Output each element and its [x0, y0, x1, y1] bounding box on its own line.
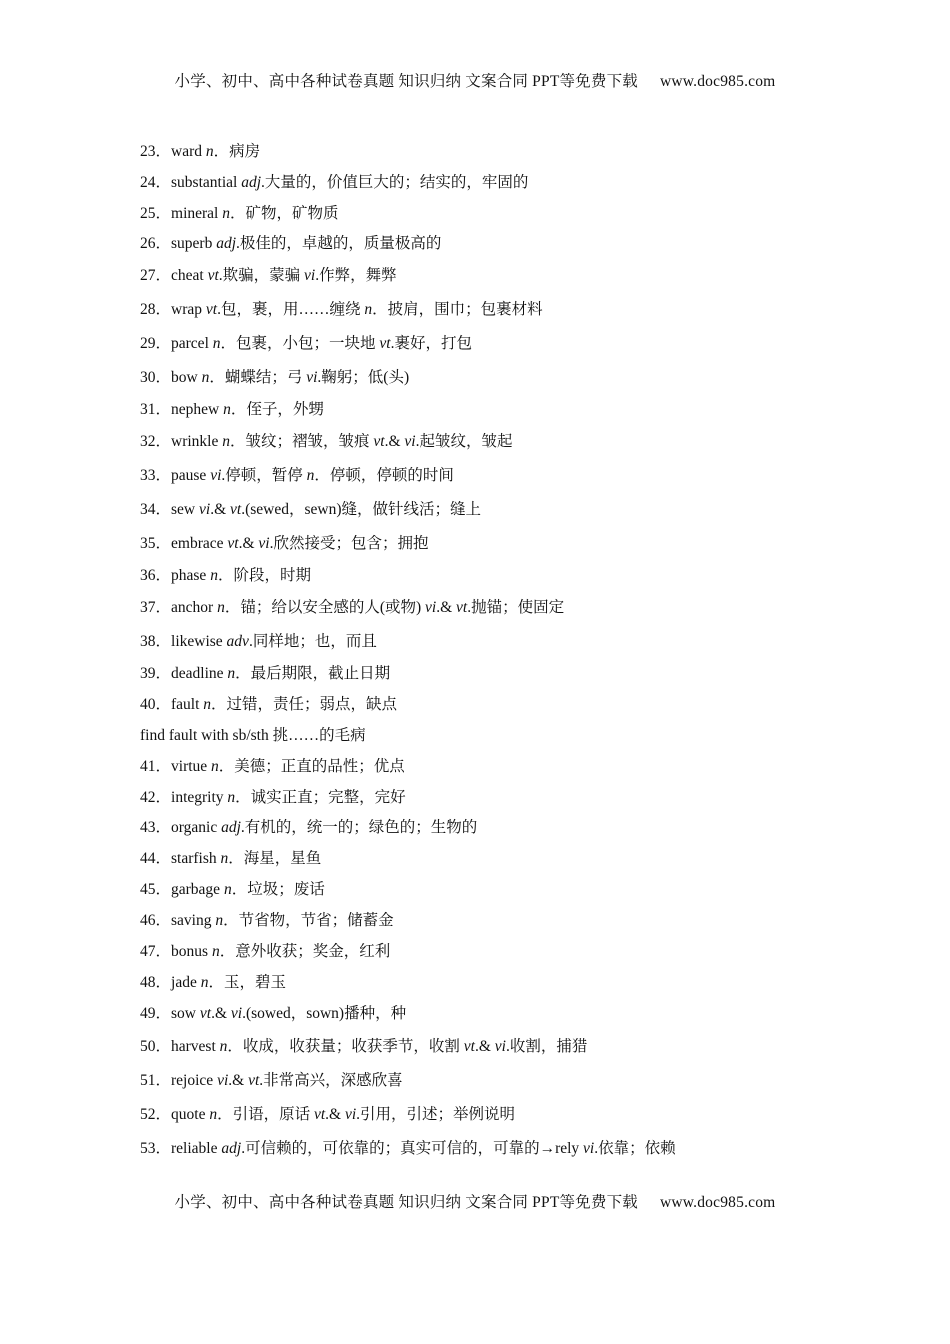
- part-of-speech: n: [223, 401, 231, 418]
- headword: bonus: [171, 943, 212, 960]
- headword: sow: [171, 1005, 200, 1022]
- definition: ．皱纹；褶皱，皱痕: [230, 433, 374, 450]
- definition: ．病房: [213, 143, 261, 160]
- headword: wrinkle: [171, 433, 223, 450]
- vocab-entry: [140, 234, 441, 254]
- definition: .引用，引述；举例说明: [356, 1106, 516, 1123]
- entry-number: 43．: [140, 819, 172, 836]
- definition: .依靠；依赖: [594, 1140, 676, 1157]
- definition: .(sewed，sewn)缝，做针线活；缝上: [241, 501, 481, 518]
- part-of-speech: n: [215, 912, 224, 929]
- part-of-speech: vt: [373, 433, 385, 450]
- entry-number: 52．: [140, 1106, 172, 1123]
- definition: .欺骗，蒙骗: [218, 267, 305, 284]
- headword: anchor: [171, 599, 218, 616]
- definition: .&: [238, 535, 259, 552]
- headword: organic: [171, 819, 222, 836]
- entry-number: 46．: [140, 912, 172, 929]
- definition: .&: [210, 501, 230, 518]
- part-of-speech: adj: [241, 174, 262, 191]
- vocab-entry: [140, 566, 311, 586]
- part-of-speech: n: [364, 301, 373, 318]
- entry-number: 42．: [140, 789, 172, 806]
- definition: .&: [384, 433, 405, 450]
- vocab-entry: [140, 757, 405, 777]
- headword: find fault with sb/sth: [140, 727, 273, 744]
- definition: ．矿物，矿物质: [229, 205, 339, 222]
- entry-number: 29．: [140, 335, 172, 352]
- headword: substantial: [171, 174, 242, 191]
- definition: ．海星，星鱼: [228, 850, 322, 867]
- definition: ．锚；给以安全感的人(或物): [224, 599, 426, 616]
- headword: parcel: [171, 335, 213, 352]
- part-of-speech: vt: [227, 535, 239, 552]
- headword: rejoice: [171, 1072, 218, 1089]
- entry-number: 40．: [140, 696, 172, 713]
- vocab-entry: [140, 942, 390, 962]
- part-of-speech: n: [205, 143, 214, 160]
- entry-number: 23．: [140, 143, 172, 160]
- headword: nephew: [171, 401, 224, 418]
- definition: .停顿，暂停: [221, 467, 307, 484]
- definition: ．诚实正直；完整，完好: [235, 789, 406, 806]
- part-of-speech: adj: [216, 235, 237, 252]
- part-of-speech: vt: [205, 301, 218, 318]
- header-text: 小学、初中、高中各种试卷真题 知识归纳 文案合同 PPT等免费下载: [174, 73, 638, 90]
- part-of-speech: n: [211, 943, 220, 960]
- vocab-entry: [140, 368, 409, 388]
- definition: ．引语，原话: [217, 1106, 314, 1123]
- part-of-speech: n: [209, 1106, 218, 1123]
- entry-number: 27．: [140, 267, 172, 284]
- entry-number: 41．: [140, 758, 172, 775]
- part-of-speech: vt: [199, 1005, 212, 1022]
- vocab-entry: [140, 400, 324, 420]
- part-of-speech: n: [222, 205, 230, 222]
- definition: .: [261, 174, 265, 191]
- vocab-entry: [140, 204, 339, 224]
- part-of-speech: vi: [258, 535, 270, 552]
- definition: 极佳的，卓越的，质量极高的: [239, 235, 442, 252]
- definition: 大量的，价值巨大的；结实的，牢固的: [264, 174, 529, 191]
- part-of-speech: vt: [313, 1106, 326, 1123]
- definition: ．意外收获；奖金，红利: [219, 943, 391, 960]
- vocab-entry: [140, 726, 366, 746]
- entry-number: 33．: [140, 467, 172, 484]
- part-of-speech: n: [201, 369, 210, 386]
- headword: integrity: [171, 789, 228, 806]
- part-of-speech: vi: [404, 433, 416, 450]
- definition: ．阶段，时期: [217, 567, 311, 584]
- headword: quote: [171, 1106, 210, 1123]
- vocab-entry: [140, 1037, 587, 1057]
- vocab-entry: [140, 664, 390, 684]
- definition: ．包裹，小包；一块地: [220, 335, 380, 352]
- headword: cheat: [171, 267, 208, 284]
- vocab-entry: [140, 849, 321, 869]
- footer-text: 小学、初中、高中各种试卷真题 知识归纳 文案合同 PPT等免费下载: [174, 1194, 638, 1211]
- definition: .作弊，舞弊: [315, 267, 397, 284]
- headword: superb: [171, 235, 217, 252]
- entry-number: 45．: [140, 881, 172, 898]
- part-of-speech: vi: [230, 1005, 243, 1022]
- headword: mineral: [171, 205, 223, 222]
- vocab-entry: [140, 334, 472, 354]
- vocab-entry: [140, 300, 543, 320]
- headword: starfish: [171, 850, 221, 867]
- vocab-entry: [140, 788, 406, 808]
- entry-number: 49．: [140, 1005, 172, 1022]
- definition: ．节省物，节省；储蓄金: [223, 912, 394, 929]
- vocab-entry: [140, 534, 428, 554]
- part-of-speech: vi: [210, 467, 222, 484]
- entry-number: 39．: [140, 665, 172, 682]
- vocab-entry: [140, 818, 477, 838]
- entry-number: 44．: [140, 850, 172, 867]
- vocab-entry: [140, 598, 564, 618]
- headword: garbage: [171, 881, 224, 898]
- vocab-entry: [140, 911, 394, 931]
- entry-number: 38．: [140, 633, 172, 650]
- definition: ．最后期限，截止日期: [235, 665, 391, 682]
- part-of-speech: n: [227, 665, 236, 682]
- part-of-speech: adj: [221, 819, 241, 836]
- footer-url: www.doc985.com: [659, 1194, 776, 1211]
- part-of-speech: n: [223, 881, 232, 898]
- headword: pause: [171, 467, 211, 484]
- definition: ．披肩，围巾；包裹材料: [372, 301, 543, 318]
- entry-number: 32．: [140, 433, 172, 450]
- entry-number: 28．: [140, 301, 172, 318]
- entry-number: 35．: [140, 535, 172, 552]
- entry-number: 25．: [140, 205, 172, 222]
- definition: ．侄子，外甥: [230, 401, 324, 418]
- headword: bow: [171, 369, 202, 386]
- vocab-entry: [140, 466, 454, 486]
- definition: .(sowed，sown)播种，种: [242, 1005, 407, 1022]
- definition: ．过错，责任；弱点，缺点: [211, 696, 398, 713]
- definition: ．蝴蝶结；弓: [209, 369, 307, 386]
- definition: .包，裹，用……缠绕: [217, 301, 365, 318]
- definition: .非常高兴，深感欣喜: [259, 1072, 403, 1089]
- part-of-speech: n: [211, 758, 219, 775]
- entry-number: 37．: [140, 599, 172, 616]
- headword: phase: [171, 567, 211, 584]
- definition: .鞠躬；低(头): [317, 369, 410, 386]
- vocab-entry: [140, 632, 377, 652]
- headword: embrace: [171, 535, 228, 552]
- vocab-entry: [140, 695, 397, 715]
- part-of-speech: n: [220, 850, 229, 867]
- entry-number: 53．: [140, 1140, 172, 1157]
- entry-number: 48．: [140, 974, 172, 991]
- part-of-speech: vi: [344, 1106, 357, 1123]
- entry-number: 51．: [140, 1072, 172, 1089]
- definition: .起皱纹，皱起: [415, 433, 513, 450]
- part-of-speech: n: [219, 1038, 228, 1055]
- definition: .: [236, 235, 240, 252]
- part-of-speech: n: [210, 567, 218, 584]
- part-of-speech: vi: [583, 1140, 595, 1157]
- vocab-entry: [140, 1105, 515, 1125]
- part-of-speech: n: [200, 974, 209, 991]
- part-of-speech: vi: [494, 1038, 506, 1055]
- part-of-speech: n: [227, 789, 236, 806]
- headword: saving: [171, 912, 216, 929]
- definition: .欣然接受；包含；拥抱: [269, 535, 429, 552]
- page-footer: [0, 1190, 950, 1212]
- part-of-speech: vt: [456, 599, 468, 616]
- headword: jade: [171, 974, 201, 991]
- vocab-entry: [140, 1004, 406, 1024]
- headword: sew: [171, 501, 199, 518]
- vocab-entry: [140, 432, 512, 452]
- part-of-speech: vt: [379, 335, 391, 352]
- entry-number: 31．: [140, 401, 172, 418]
- entry-number: 50．: [140, 1038, 172, 1055]
- headword: ward: [171, 143, 206, 160]
- entry-number: 34．: [140, 501, 172, 518]
- definition: .&: [228, 1072, 249, 1089]
- vocab-entry: [140, 266, 397, 286]
- part-of-speech: vt: [463, 1038, 475, 1055]
- vocab-entry: [140, 1071, 403, 1091]
- definition: 挑……的毛病: [272, 727, 366, 744]
- part-of-speech: n: [306, 467, 315, 484]
- part-of-speech: vi: [306, 369, 318, 386]
- definition: .&: [436, 599, 457, 616]
- vocab-entry: [140, 500, 481, 520]
- page-header: [0, 69, 950, 91]
- headword: virtue: [171, 758, 212, 775]
- definition: ．垃圾；废话: [231, 881, 325, 898]
- definition: ．收成，收获量；收获季节，收割: [227, 1038, 464, 1055]
- vocab-entry: [140, 880, 325, 900]
- entry-number: 26．: [140, 235, 172, 252]
- part-of-speech: adv: [226, 633, 249, 650]
- vocab-entry: [140, 142, 260, 162]
- definition: ．美德；正直的品性；优点: [218, 758, 405, 775]
- entry-number: 30．: [140, 369, 172, 386]
- header-url: www.doc985.com: [659, 73, 776, 90]
- definition: .&: [211, 1005, 231, 1022]
- headword: fault: [171, 696, 204, 713]
- part-of-speech: vi: [217, 1072, 229, 1089]
- part-of-speech: vt: [248, 1072, 260, 1089]
- entry-number: 47．: [140, 943, 172, 960]
- entry-number: 36．: [140, 567, 172, 584]
- definition: .&: [474, 1038, 495, 1055]
- part-of-speech: n: [217, 599, 225, 616]
- definition: .抛锚；使固定: [467, 599, 565, 616]
- definition: .裹好，打包: [390, 335, 472, 352]
- definition: .可信赖的，可依靠的；真实可信的，可靠的→rely: [241, 1140, 584, 1157]
- definition: .收割，捕猎: [505, 1038, 588, 1055]
- vocab-entry: [140, 973, 286, 993]
- part-of-speech: vi: [199, 501, 211, 518]
- definition: .&: [325, 1106, 345, 1123]
- part-of-speech: n: [203, 696, 212, 713]
- headword: likewise: [171, 633, 227, 650]
- headword: deadline: [171, 665, 228, 682]
- definition: ．玉，碧玉: [208, 974, 286, 991]
- headword: harvest: [171, 1038, 220, 1055]
- part-of-speech: vt: [230, 501, 242, 518]
- part-of-speech: adj: [221, 1140, 242, 1157]
- definition: .同样地；也，而且: [248, 633, 377, 650]
- headword: wrap: [171, 301, 206, 318]
- part-of-speech: n: [222, 433, 230, 450]
- part-of-speech: vi: [425, 599, 437, 616]
- entry-number: 24．: [140, 174, 172, 191]
- definition: .有机的，统一的；绿色的；生物的: [240, 819, 478, 836]
- headword: reliable: [171, 1140, 222, 1157]
- vocab-entry: [140, 1139, 676, 1159]
- part-of-speech: n: [212, 335, 221, 352]
- vocab-entry: [140, 173, 528, 193]
- part-of-speech: vi: [304, 267, 316, 284]
- definition: ．停顿，停顿的时间: [314, 467, 454, 484]
- part-of-speech: vt: [207, 267, 219, 284]
